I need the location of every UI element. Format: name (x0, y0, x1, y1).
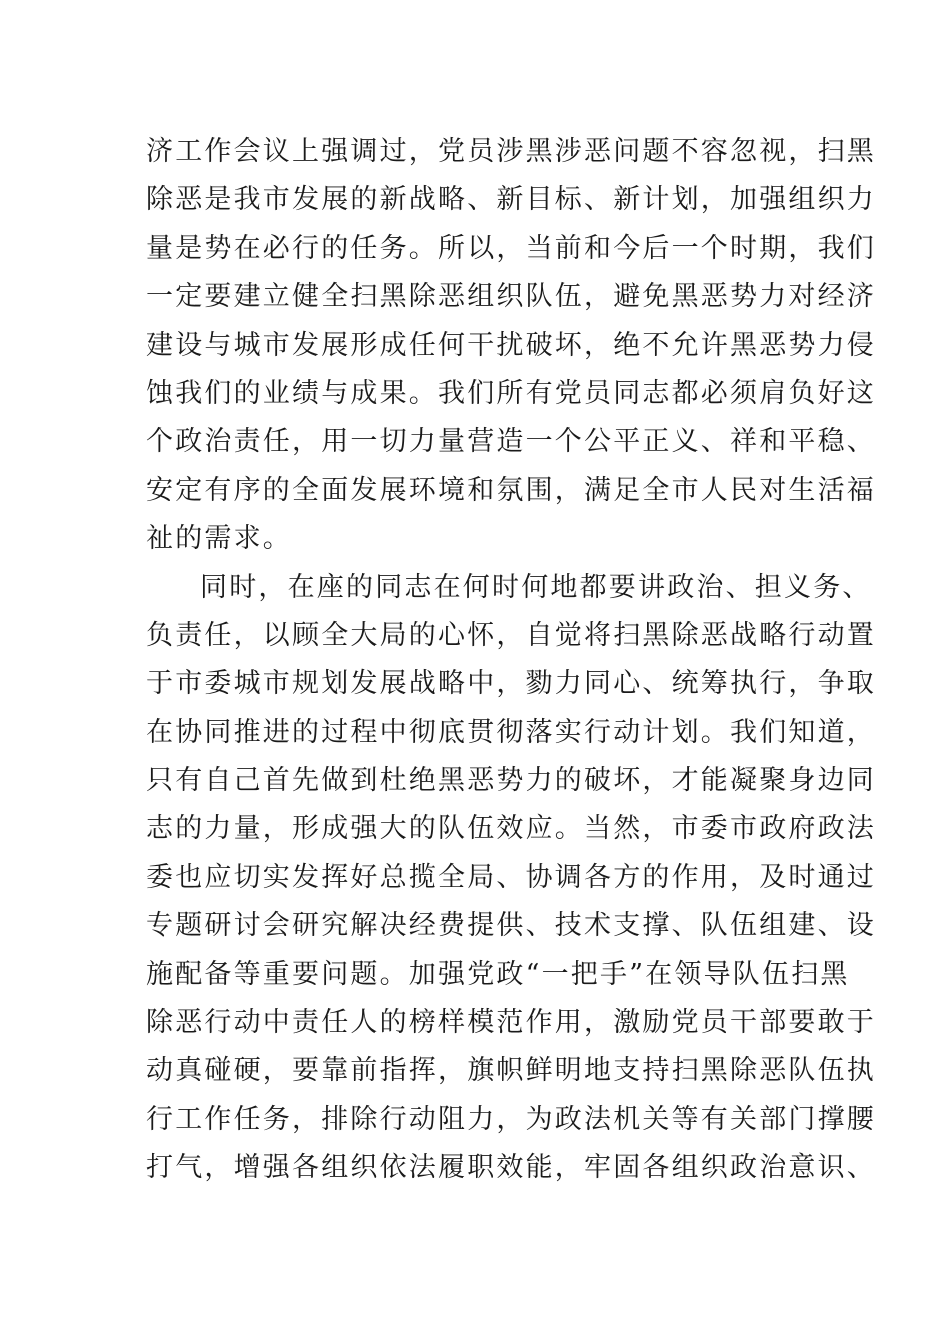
text-line-16: 委也应切实发挥好总揽全局、协调各方的作用，及时通过 (146, 861, 876, 893)
paragraph-start-line: 同时，在座的同志在何时何地都要讲政治、担义务、 (200, 571, 872, 603)
text-line-21: 行工作任务，排除行动阻力，为政法机关等有关部门撑腰 (146, 1103, 876, 1135)
text-line-2: 除恶是我市发展的新战略、新目标、新计划，加强组织力 (146, 184, 876, 216)
text-line-22: 打气，增强各组织依法履职效能，牢固各组织政治意识、 (146, 1152, 876, 1184)
body-text (146, 128, 876, 1193)
text-line-20: 动真碰硬，要靠前指挥，旗帜鲜明地支持扫黑除恶队伍执 (146, 1055, 876, 1087)
text-line-18: 施配备等重要问题。加强党政“一把手”在领导队伍扫黑 (146, 958, 850, 990)
text-line-15: 志的力量，形成强大的队伍效应。当然，市委市政府政法 (146, 813, 876, 845)
text-line-5: 建设与城市发展形成任何干扰破坏，绝不允许黑恶势力侵 (146, 329, 876, 361)
text-line-9: 祉的需求。 (146, 523, 292, 555)
text-line-13: 在协同推进的过程中彻底贯彻落实行动计划。我们知道， (146, 716, 876, 748)
text-line-11: 负责任，以顾全大局的心怀，自觉将扫黑除恶战略行动置 (146, 619, 876, 651)
text-line-14: 只有自己首先做到杜绝黑恶势力的破坏，才能凝聚身边同 (146, 765, 876, 797)
text-line-4: 一定要建立健全扫黑除恶组织队伍，避免黑恶势力对经济 (146, 281, 876, 313)
text-line-19: 除恶行动中责任人的榜样模范作用，激励党员干部要敢于 (146, 1007, 876, 1039)
text-line-8: 安定有序的全面发展环境和氛围，满足全市人民对生活福 (146, 474, 876, 506)
text-line-3: 量是势在必行的任务。所以，当前和今后一个时期，我们 (146, 232, 876, 264)
text-line-7: 个政治责任，用一切力量营造一个公平正义、祥和平稳、 (146, 426, 876, 458)
text-line-6: 蚀我们的业绩与成果。我们所有党员同志都必须肩负好这 (146, 377, 876, 409)
text-line-12: 于市委城市规划发展战略中，勠力同心、统筹执行，争取 (146, 668, 876, 700)
text-line-1: 济工作会议上强调过，党员涉黑涉恶问题不容忽视，扫黑 (146, 136, 876, 167)
text-line-17: 专题研讨会研究解决经费提供、技术支撑、队伍组建、设 (146, 910, 876, 942)
